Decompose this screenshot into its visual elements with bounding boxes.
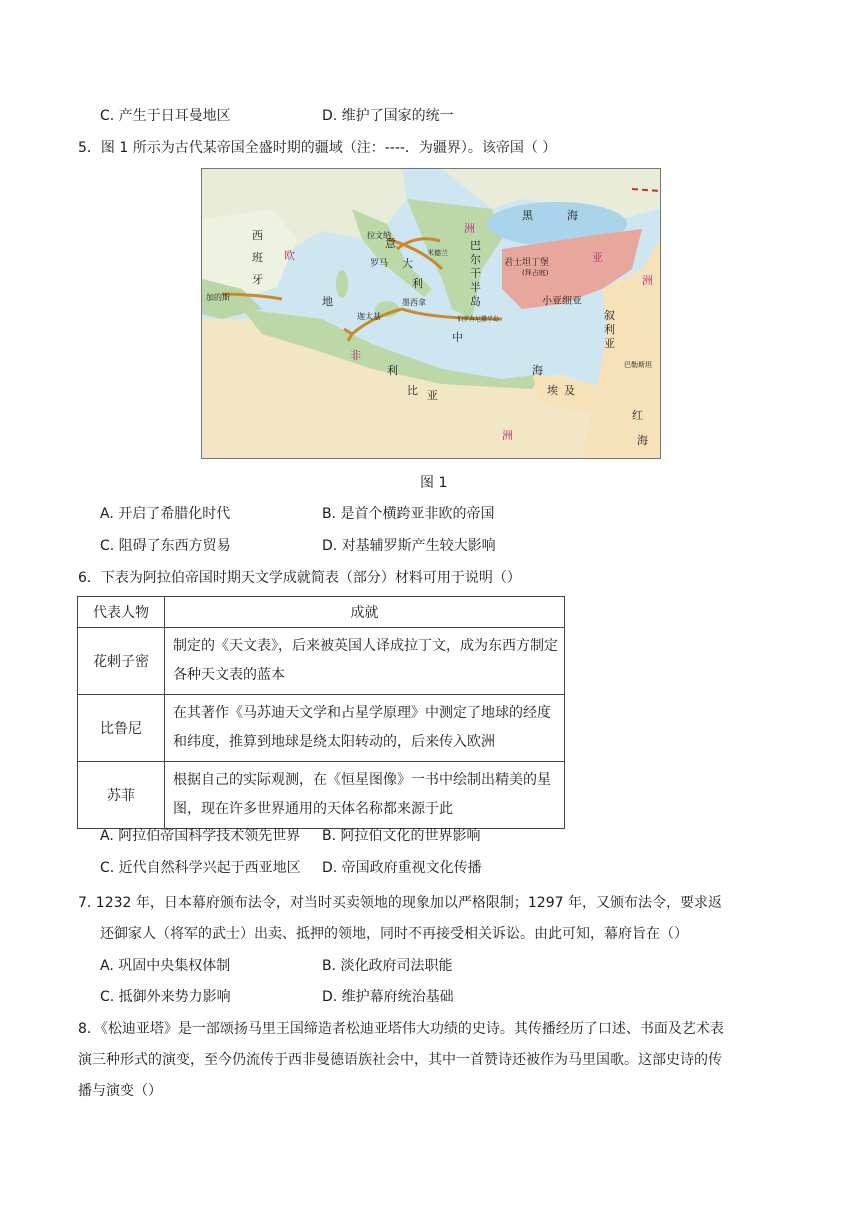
q5-option-c: C. 阻碍了东西方贸易 xyxy=(100,538,231,554)
svg-text:亚: 亚 xyxy=(604,337,615,350)
q5-stem: 5．图 1 所示为古代某帝国全盛时期的疆域（注：----．为疆界）。该帝国（ ） xyxy=(78,140,557,156)
q7-option-a: A. 巩固中央集权体制 xyxy=(100,958,231,974)
svg-text:欧: 欧 xyxy=(284,249,295,262)
q7-option-d: D. 维护幕府统治基础 xyxy=(322,989,454,1005)
table-row xyxy=(78,628,565,695)
table-row xyxy=(78,762,565,829)
svg-text:罗马: 罗马 xyxy=(370,259,389,269)
q6-option-c: C. 近代自然科学兴起于西亚地区 xyxy=(100,860,301,876)
svg-text:大: 大 xyxy=(402,257,413,270)
svg-text:及: 及 xyxy=(564,384,575,397)
q6-stem: 6．下表为阿拉伯帝国时期天文学成就简表（部分）材料可用于说明（） xyxy=(78,570,521,586)
q7-option-c: C. 抵御外来势力影响 xyxy=(100,989,231,1005)
svg-text:洲: 洲 xyxy=(642,274,653,287)
svg-text:西: 西 xyxy=(252,229,263,242)
svg-text:君士坦丁堡: 君士坦丁堡 xyxy=(504,258,550,268)
table-header-achievement: 成就 xyxy=(165,597,565,628)
svg-text:意: 意 xyxy=(385,237,396,250)
q7-stem-line1: 7. 1232 年，日本幕府颁布法令，对当时买卖领地的现象加以严格限制；1297 年，又颁布法令，要求返 xyxy=(78,895,722,911)
svg-text:利: 利 xyxy=(412,277,423,290)
q5-option-b: B. 是首个横跨亚非欧的帝国 xyxy=(322,506,495,522)
svg-text:巴: 巴 xyxy=(470,239,481,252)
svg-text:海: 海 xyxy=(637,434,648,447)
svg-text:伯罗奔尼撒半岛: 伯罗奔尼撒半岛 xyxy=(457,316,500,323)
svg-text:海: 海 xyxy=(567,209,578,222)
svg-text:亚: 亚 xyxy=(427,389,438,402)
figure-caption: 图 1 xyxy=(420,475,448,491)
table-row xyxy=(78,695,565,762)
svg-text:半: 半 xyxy=(470,281,481,294)
svg-text:(拜占庭): (拜占庭) xyxy=(522,269,549,277)
svg-text:米德兰: 米德兰 xyxy=(427,249,448,257)
table-header-person: 代表人物 xyxy=(78,597,165,628)
svg-text:干: 干 xyxy=(470,267,481,280)
svg-text:非: 非 xyxy=(350,349,361,362)
svg-text:加的斯: 加的斯 xyxy=(206,293,230,302)
svg-text:叙: 叙 xyxy=(604,309,615,322)
svg-text:比: 比 xyxy=(407,384,418,397)
q8-line1: 8．《松迪亚塔》是一部颂扬马里王国缔造者松迪亚塔伟大功绩的史诗。其传播经历了口述、书面及艺术表 xyxy=(78,1021,724,1037)
svg-text:洲: 洲 xyxy=(464,222,475,235)
q4-option-c: C. 产生于日耳曼地区 xyxy=(100,108,231,124)
person-name: 比鲁尼 xyxy=(78,695,165,762)
q6-option-d: D. 帝国政府重视文化传播 xyxy=(322,860,482,876)
svg-text:拉文纳: 拉文纳 xyxy=(367,231,391,240)
svg-text:班: 班 xyxy=(252,251,263,264)
svg-text:黑: 黑 xyxy=(522,209,533,222)
svg-text:利: 利 xyxy=(604,323,615,336)
svg-text:小亚细亚: 小亚细亚 xyxy=(542,296,582,307)
q7-option-b: B. 淡化政府司法职能 xyxy=(322,958,453,974)
achievement-text: 在其著作《马苏迪天文学和占星学原理》中测定了地球的经度和纬度，推算到地球是绕太阳转动的，后来传入欧洲 xyxy=(165,695,565,762)
svg-text:巴勒斯坦: 巴勒斯坦 xyxy=(624,361,652,369)
astronomy-table xyxy=(77,596,565,829)
q5-option-a: A. 开启了希腊化时代 xyxy=(100,506,231,522)
q6-option-b: B. 阿拉伯文化的世界影响 xyxy=(322,828,481,844)
svg-text:洲: 洲 xyxy=(502,429,513,442)
person-name: 花剌子密 xyxy=(78,628,165,695)
table-header-row xyxy=(78,597,565,628)
svg-text:牙: 牙 xyxy=(252,273,263,286)
svg-text:尔: 尔 xyxy=(470,253,481,266)
svg-text:岛: 岛 xyxy=(470,295,481,308)
q8-line2: 演三种形式的演变，至今仍流传于西非曼德语族社会中，其中一首赞诗还被作为马里国歌。这部史诗的传 xyxy=(78,1052,722,1068)
svg-text:红: 红 xyxy=(632,409,643,422)
q8-line3: 播与演变（） xyxy=(78,1083,162,1099)
svg-text:海: 海 xyxy=(532,364,543,377)
svg-text:利: 利 xyxy=(387,364,398,377)
svg-text:墨西拿: 墨西拿 xyxy=(402,298,426,307)
svg-text:地: 地 xyxy=(322,295,333,308)
q5-option-d: D. 对基辅罗斯产生较大影响 xyxy=(322,538,496,554)
svg-text:埃: 埃 xyxy=(547,384,558,397)
achievement-text: 制定的《天文表》，后来被英国人译成拉丁文，成为东西方制定各种天文表的蓝本 xyxy=(165,628,565,695)
achievement-text: 根据自己的实际观测，在《恒星图像》一书中绘制出精美的星图，现在许多世界通用的天体名称都来源于此 xyxy=(165,762,565,829)
svg-text:迦太基: 迦太基 xyxy=(357,312,381,321)
q7-stem-line2: 还御家人（将军的武士）出卖、抵押的领地，同时不再接受相关诉讼。由此可知，幕府旨在（） xyxy=(100,926,688,942)
q6-option-a: A. 阿拉伯帝国科学技术领先世界 xyxy=(100,828,301,844)
svg-text:中: 中 xyxy=(452,331,463,344)
empire-map xyxy=(201,168,661,459)
q4-option-d: D. 维护了国家的统一 xyxy=(322,108,454,124)
svg-text:亚: 亚 xyxy=(592,251,603,264)
person-name: 苏菲 xyxy=(78,762,165,829)
